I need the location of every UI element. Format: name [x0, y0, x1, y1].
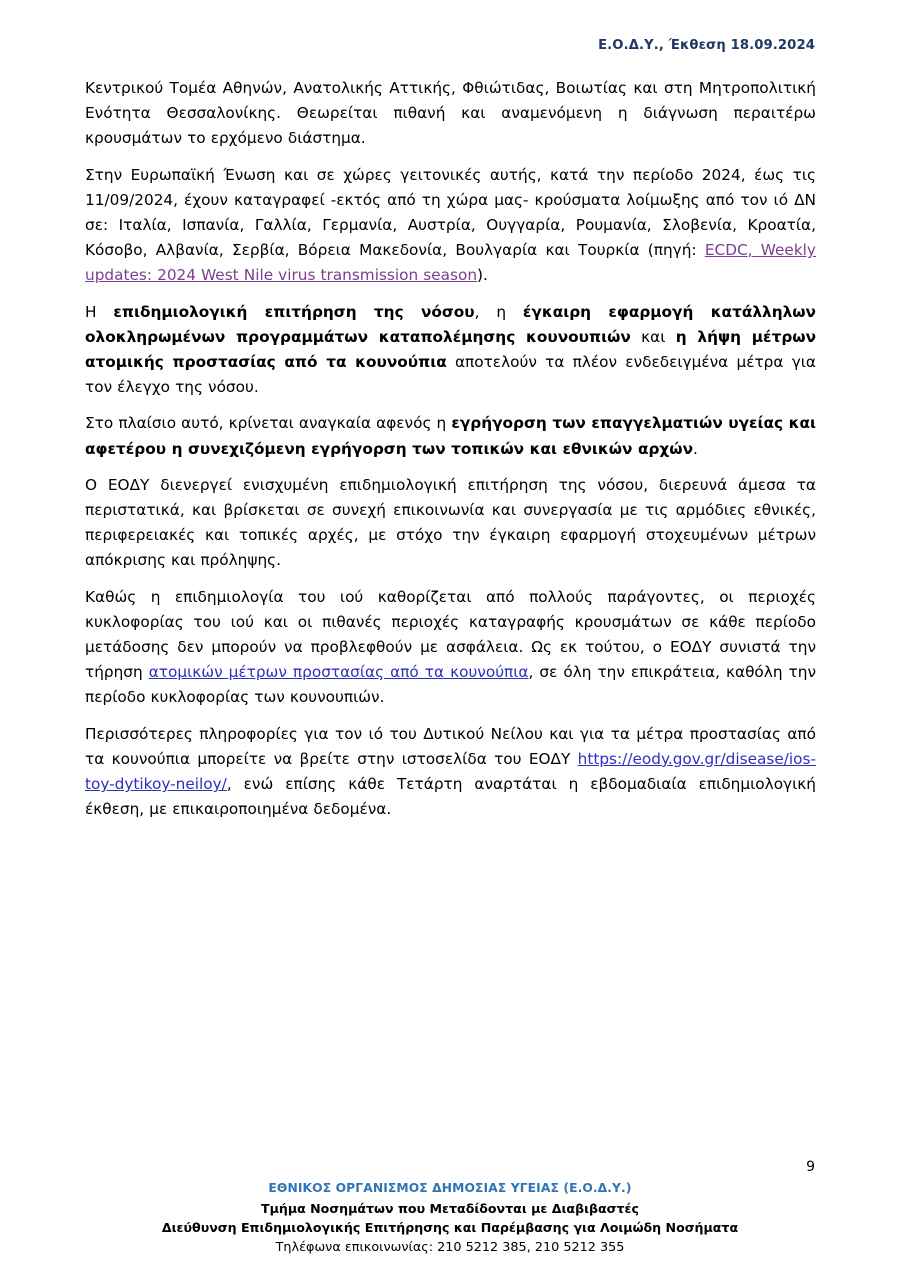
- paragraph-1-text: Κεντρικού Τομέα Αθηνών, Ανατολικής Αττικής, Φθιώτιδας, Βοιωτίας και στη Μητροπολιτική Ενότητα Θεσσαλονίκης. Θεωρείται πιθανή και αναμενόμενη η διάγνωση περαιτέρω κρουσμάτων το ερχόμενο διάστημα.: [85, 79, 816, 148]
- paragraph-5-text: Ο ΕΟΔΥ διενεργεί ενισχυμένη επιδημιολογική επιτήρηση της νόσου, διερευνά άμεσα τα περιστατικά, και βρίσκεται σε συνεχή επικοινωνία και συνεργασία με τις αρμόδιες εθνικές, περιφερειακές και τοπικές αρχές, με στόχο την έγκαιρη εφαρμογή στοχευμένων μέτρων απόκρισης και πρόληψης.: [85, 475, 816, 570]
- footer-organization-name: ΕΘΝΙΚΟΣ ΟΡΓΑΝΙΣΜΟΣ ΔΗΜΟΣΙΑΣ ΥΓΕΙΑΣ (Ε.Ο.Δ.Υ.): [268, 1181, 632, 1195]
- eody-website-link[interactable]: https://eody.gov.gr/disease/ios-toy-dytikoy-neiloy/: [85, 749, 816, 794]
- footer-department-name: Τμήμα Νοσημάτων που Μεταδίδονται με Διαβιβαστές: [261, 1200, 639, 1216]
- personal-protection-measures-link[interactable]: ατομικών μέτρων προστασίας από τα κουνούπια: [148, 663, 529, 682]
- paragraph-3-seg-7: αποτελούν τα πλέον ενδεδειγμένα μέτρα για τον έλεγχο της νόσου.: [85, 353, 817, 397]
- paragraph-3-seg-2-bold: επιδημιολογική επιτήρηση της νόσου: [113, 302, 475, 321]
- paragraph-3-seg-1: Η: [85, 302, 114, 321]
- paragraph-5: [85, 473, 816, 574]
- paragraph-4: [85, 411, 816, 461]
- paragraph-6-lead-text: Καθώς η επιδημιολογία του ιού καθορίζεται από πολλούς παράγοντες, οι περιοχές κυκλοφορίας του ιού και οι πιθανές περιοχές καταγραφής κρουσμάτων σε κάθε περίοδο μετάδοσης δεν μπορούν να προβλεφθούν με ασφάλεια. Ως εκ τούτου, ο ΕΟΔΥ συνιστά την τήρηση: [85, 587, 816, 682]
- document-footer: [0, 1179, 900, 1257]
- paragraph-4-seg-3: .: [693, 439, 698, 458]
- paragraph-7-tail-text: , ενώ επίσης κάθε Τετάρτη αναρτάται η εβδομαδιαία επιδημιολογική έκθεση, με επικαιροποιημένα δεδομένα.: [85, 775, 816, 819]
- paragraph-2-tail-text: ).: [477, 266, 488, 285]
- page-number-value: 9: [806, 1159, 815, 1175]
- paragraph-3: [85, 300, 816, 401]
- paragraph-1: [85, 76, 816, 152]
- footer-contact-phones: Τηλέφωνα επικοινωνίας: 210 5212 385, 210 5212 355: [275, 1239, 625, 1255]
- paragraph-2: [85, 163, 816, 289]
- footer-division-name: Διεύθυνση Επιδημιολογικής Επιτήρησης και Παρέμβασης για Λοιμώδη Νοσήματα: [161, 1220, 739, 1235]
- paragraph-2-lead-text: Στην Ευρωπαϊκή Ένωση και σε χώρες γειτονικές αυτής, κατά την περίοδο 2024, έως τις 11/09/2024, έχουν καταγραφεί -εκτός από τη χώρα μας- κρούσματα λοίμωξης από τον ιό ΔΝ σε: Ιταλία, Ισπανία, Γαλλία, Γερμανία, Αυστρία, Ουγγαρία, Ρουμανία, Σλοβενία, Κροατία, Κόσοβο, Αλβανία, Σερβία, Βόρεια Μακεδονία, Βουλγαρία και Τουρκία (πηγή:: [85, 165, 816, 260]
- document-header-title: Ε.Ο.Δ.Υ., Έκθεση 18.09.2024: [598, 38, 815, 53]
- paragraph-3-seg-3: , η: [474, 302, 523, 321]
- paragraph-4-seg-2-bold: εγρήγορση των επαγγελματιών υγείας και αφετέρου η συνεχιζόμενη εγρήγορση των τοπικών και εθνικών αρχών: [85, 414, 816, 458]
- paragraph-6-tail-text: , σε όλη την επικράτεια, καθόλη την περίοδο κυκλοφορίας των κουνουπιών.: [85, 663, 816, 707]
- ecdc-weekly-updates-link[interactable]: ECDC, Weekly updates: 2024 West Nile virus transmission season: [85, 241, 816, 285]
- paragraph-3-seg-6-bold: η λήψη μέτρων ατομικής προστασίας από τα κουνούπια: [85, 327, 817, 372]
- paragraph-3-seg-4-bold: έγκαιρη εφαρμογή κατάλληλων ολοκληρωμένων προγραμμάτων καταπολέμησης κουνουπιών: [85, 302, 816, 346]
- paragraph-6: [85, 585, 816, 711]
- document-body: [85, 76, 816, 822]
- paragraph-3-seg-5: και: [630, 327, 676, 346]
- paragraph-7-lead-text: Περισσότερες πληροφορίες για τον ιό του Δυτικού Νείλου και για τα μέτρα προστασίας από τα κουνούπια μπορείτε να βρείτε στην ιστοσελίδα του ΕΟΔΥ: [85, 724, 816, 768]
- paragraph-4-seg-1: Στο πλαίσιο αυτό, κρίνεται αναγκαία αφενός η: [85, 414, 452, 433]
- paragraph-7: [85, 722, 816, 823]
